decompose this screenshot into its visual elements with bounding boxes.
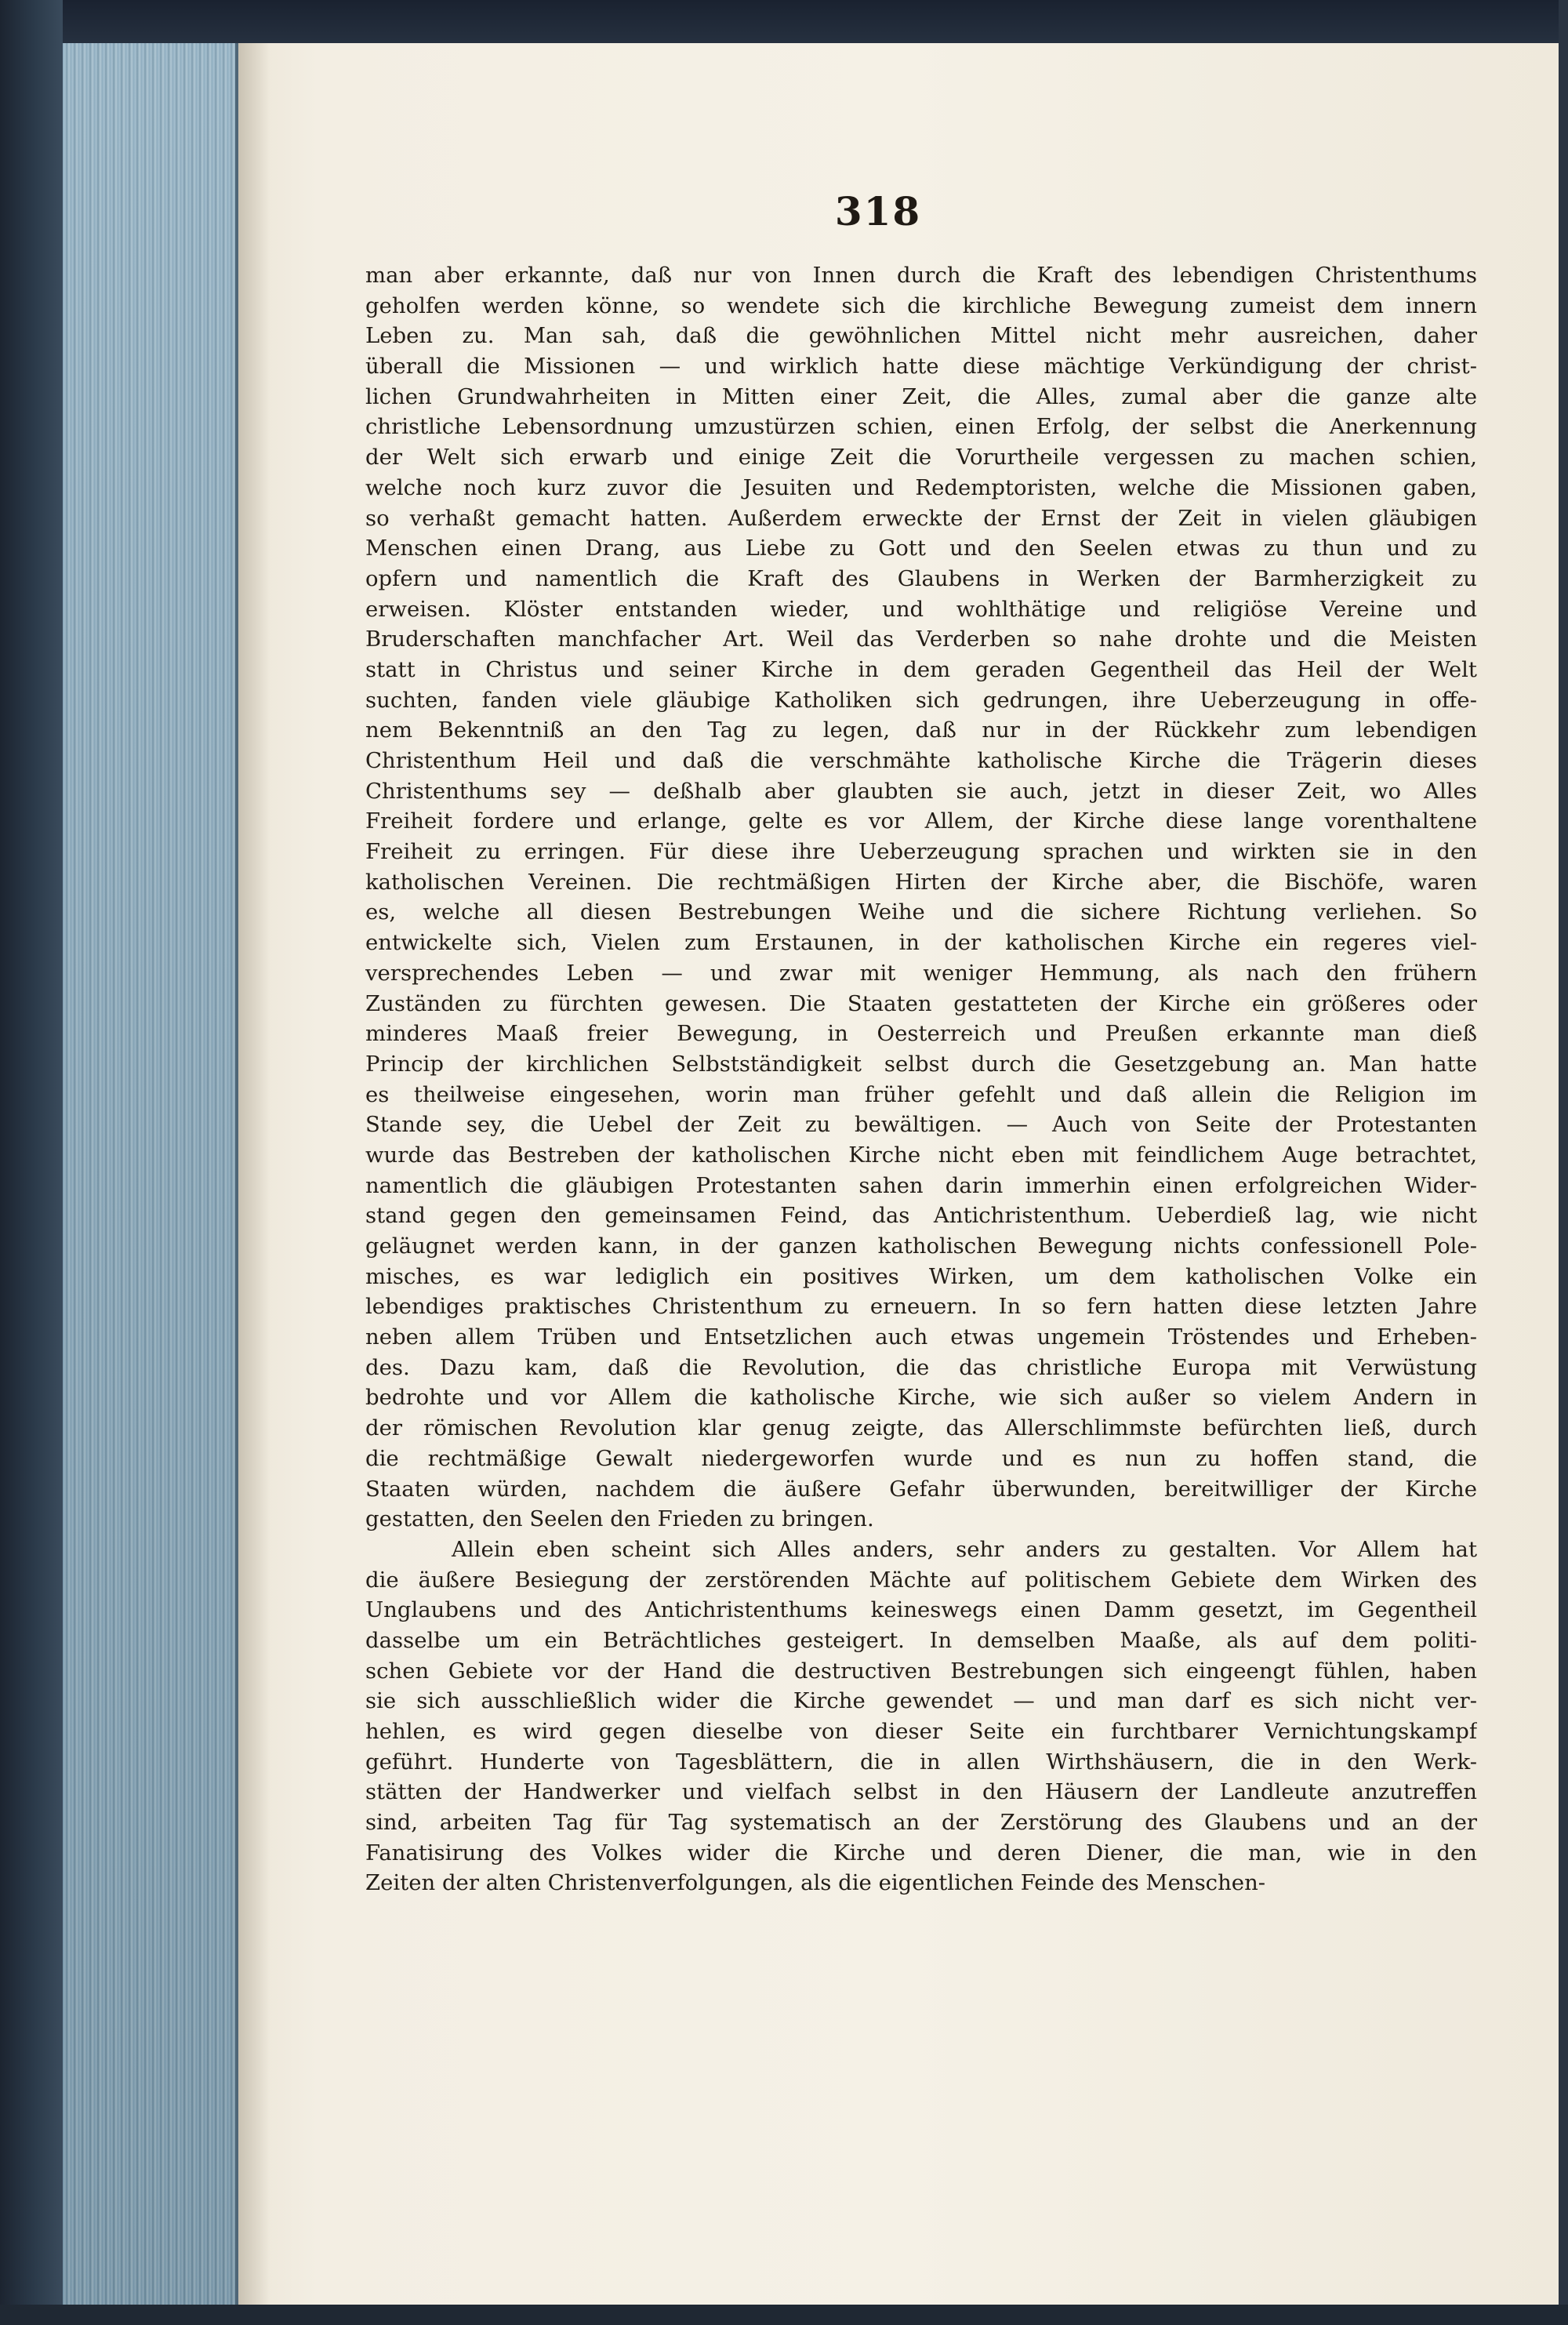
text-line: hehlen, es wird gegen dieselbe von dieser Seite ein furchtbarer Vernichtungskampf — [365, 1719, 1477, 1744]
text-line: lebendiges praktisches Christenthum zu erneuern. In so fern hatten diese letzten Jahre — [365, 1294, 1477, 1320]
text-line: so verhaßt gemacht hatten. Außerdem erweckte der Ernst der Zeit in vielen gläubigen — [365, 505, 1477, 531]
text-line: überall die Missionen — und wirklich hatte diese mächtige Verkündigung der christ- — [365, 354, 1477, 380]
text-line: Fanatisirung des Volkes wider die Kirche und deren Diener, die man, wie in den — [365, 1840, 1477, 1865]
text-line: Freiheit fordere und erlange, gelte es vor Allem, der Kirche diese lange vorenthaltene — [365, 808, 1477, 834]
scan-border-right — [1559, 0, 1568, 2325]
text-line: bedrohte und vor Allem die katholische Kirche, wie sich außer so vielem Andern in — [365, 1385, 1477, 1411]
text-line: statt in Christus und seiner Kirche in dem geraden Gegentheil das Heil der Welt — [365, 656, 1477, 682]
text-line: stätten der Handwerker und vielfach selbst in den Häusern der Landleute anzutreffen — [365, 1779, 1477, 1805]
text-line: die äußere Besiegung der zerstörenden Mächte auf politischem Gebiete dem Wirken des — [365, 1567, 1477, 1593]
text-line: Christenthum Heil und daß die verschmähte katholische Kirche die Trägerin dieses — [365, 748, 1477, 773]
text-line: Leben zu. Man sah, daß die gewöhnlichen Mittel nicht mehr ausreichen, daher — [365, 323, 1477, 349]
text-line: es theilweise eingesehen, worin man früher gefehlt und daß allein die Religion im — [365, 1081, 1477, 1107]
text-line: sie sich ausschließlich wider die Kirche gewendet — und man darf es sich nicht ver- — [365, 1688, 1477, 1714]
text-line: namentlich die gläubigen Protestanten sahen darin immerhin einen erfolgreichen Wider- — [365, 1172, 1477, 1198]
text-line: Zeiten der alten Christenverfolgungen, als die eigentlichen Feinde des Menschen- — [365, 1870, 1266, 1896]
text-line: man aber erkannte, daß nur von Innen durch die Kraft des lebendigen Christenthums — [365, 263, 1477, 288]
text-line: nem Bekenntniß an den Tag zu legen, daß nur in der Rückkehr zum lebendigen — [365, 717, 1477, 743]
scan-border-top — [0, 0, 1568, 49]
text-line: versprechendes Leben — und zwar mit weniger Hemmung, als nach den frühern — [365, 960, 1477, 986]
text-line: Stande sey, die Uebel der Zeit zu bewältigen. — Auch von Seite der Protestanten — [365, 1112, 1477, 1138]
text-line: der Welt sich erwarb und einige Zeit die Vorurtheile vergessen zu machen schien, — [365, 445, 1477, 470]
text-line: es, welche all diesen Bestrebungen Weihe und die sichere Richtung verliehen. So — [365, 899, 1477, 925]
text-line: des. Dazu kam, daß die Revolution, die das christliche Europa mit Verwüstung — [365, 1354, 1477, 1380]
paragraph — [365, 1535, 1477, 1898]
text-line: Zuständen zu fürchten gewesen. Die Staaten gestatteten der Kirche ein größeres oder — [365, 990, 1477, 1016]
text-line: Princip der kirchlichen Selbstständigkeit selbst durch die Gesetzgebung an. Man hatte — [365, 1051, 1477, 1077]
text-line: Staaten würden, nachdem die äußere Gefahr überwunden, bereitwilliger der Kirche — [365, 1476, 1477, 1502]
text-line: neben allem Trüben und Entsetzlichen auch etwas ungemein Tröstendes und Erheben- — [365, 1324, 1477, 1350]
text-line: entwickelte sich, Vielen zum Erstaunen, in der katholischen Kirche ein regeres viel- — [365, 930, 1477, 956]
paragraph — [365, 260, 1477, 1535]
text-line: geläugnet werden kann, in der ganzen katholischen Bewegung nichts confessionell Pole- — [365, 1233, 1477, 1259]
text-line: opfern und namentlich die Kraft des Glaubens in Werken der Barmherzigkeit zu — [365, 565, 1477, 591]
text-line: sind, arbeiten Tag für Tag systematisch an der Zerstörung des Glaubens und an der — [365, 1810, 1477, 1836]
text-line: geholfen werden könne, so wendete sich die kirchliche Bewegung zumeist dem innern — [365, 292, 1477, 318]
text-line: katholischen Vereinen. Die rechtmäßigen Hirten der Kirche aber, die Bischöfe, waren — [365, 869, 1477, 895]
text-line: schen Gebiete vor der Hand die destructiven Bestrebungen sich eingeengt fühlen, haben — [365, 1658, 1477, 1684]
scan-border-left — [0, 0, 63, 2325]
text-line: lichen Grundwahrheiten in Mitten einer Zeit, die Alles, zumal aber die ganze alte — [365, 383, 1477, 409]
text-line: Menschen einen Drang, aus Liebe zu Gott und den Seelen etwas zu thun und zu — [365, 536, 1477, 561]
text-line: minderes Maaß freier Bewegung, in Oesterreich und Preußen erkannte man dieß — [365, 1021, 1477, 1047]
text-line: misches, es war lediglich ein positives Wirken, um dem katholischen Volke ein — [365, 1263, 1477, 1289]
text-line: wurde das Bestreben der katholischen Kirche nicht eben mit feindlichem Auge betrachtet, — [365, 1142, 1477, 1168]
text-line: der römischen Revolution klar genug zeigte, das Allerschlimmste befürchten ließ, durch — [365, 1415, 1477, 1441]
text-line: suchten, fanden viele gläubige Katholiken sich gedrungen, ihre Ueberzeugung in offe- — [365, 687, 1477, 713]
text-line: christliche Lebensordnung umzustürzen schien, einen Erfolg, der selbst die Anerkennung — [365, 414, 1477, 440]
text-line: Freiheit zu erringen. Für diese ihre Ueberzeugung sprachen und wirkten sie in den — [365, 839, 1477, 865]
gutter-shadow — [238, 43, 270, 2313]
text-line: welche noch kurz zuvor die Jesuiten und Redemptoristen, welche die Missionen gaben, — [365, 474, 1477, 500]
text-line: geführt. Hunderte von Tagesblättern, die in allen Wirthshäusern, die in den Werk- — [365, 1749, 1477, 1775]
text-line: Unglaubens und des Antichristenthums keineswegs einen Damm gesetzt, im Gegentheil — [365, 1597, 1477, 1623]
scan-border-bottom — [0, 2305, 1568, 2325]
text-line: stand gegen den gemeinsamen Feind, das Antichristenthum. Ueberdieß lag, wie nicht — [365, 1203, 1477, 1229]
text-line: die rechtmäßige Gewalt niedergeworfen wurde und es nun zu hoffen stand, die — [365, 1445, 1477, 1471]
text-line: erweisen. Klöster entstanden wieder, und wohlthätige und religiöse Vereine und — [365, 596, 1477, 622]
text-line: Bruderschaften manchfacher Art. Weil das Verderben so nahe drohte und die Meisten — [365, 627, 1477, 652]
body-text — [365, 260, 1477, 1898]
text-line: dasselbe um ein Beträchtliches gesteigert. In demselben Maaße, als auf dem politi- — [365, 1627, 1477, 1653]
page-number: 318 — [834, 188, 922, 234]
book-page-edges — [63, 43, 238, 2313]
text-line: Allein eben scheint sich Alles anders, sehr anders zu gestalten. Vor Allem hat — [452, 1536, 1477, 1562]
text-line: gestatten, den Seelen den Frieden zu bringen. — [365, 1506, 874, 1532]
text-line: Christenthums sey — deßhalb aber glaubten sie auch, jetzt in dieser Zeit, wo Alles — [365, 778, 1477, 804]
